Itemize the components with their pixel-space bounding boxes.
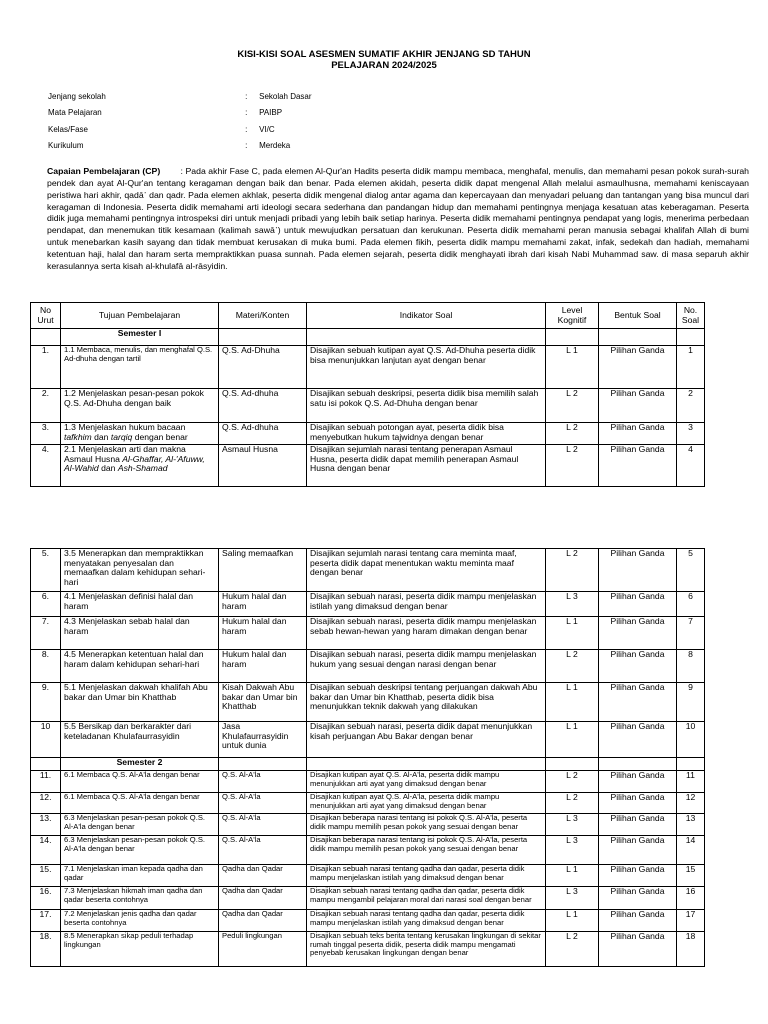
- cell-level: L 2: [546, 650, 599, 683]
- tujuan-term: tarqiq: [110, 431, 133, 442]
- cell-tujuan: 6.1 Membaca Q.S. Al-A'la dengan benar: [61, 793, 219, 814]
- tujuan-term: Al-Ghaffar, Al-'Afuww, Al-Wahid: [64, 453, 205, 474]
- meta-separator: :: [245, 123, 248, 134]
- cell-bentuk: Pilihan Ganda: [599, 814, 677, 836]
- cell-tujuan: 6.3 Menjelaskan pesan-pesan pokok Q.S. Al-A'la dengan benar: [61, 814, 219, 836]
- cell-level: L 2: [546, 389, 599, 423]
- cell-nosoal: 2: [677, 389, 705, 423]
- cell-indikator: Disajikan sebuah narasi, peserta didik dapat menunjukkan kisah perjuangan Abu Bakar dengan benar: [307, 722, 546, 758]
- cell-materi: Q.S. Ad-Dhuha: [219, 346, 307, 389]
- table-body-a: [31, 549, 705, 758]
- cell-bentuk: Pilihan Ganda: [599, 346, 677, 389]
- cell-materi: Peduli lingkungan: [219, 932, 307, 967]
- table-row: [31, 592, 705, 617]
- cell-tujuan: 5.1 Menjelaskan dakwah khalifah Abu bakar dan Umar bin Khatthab: [61, 683, 219, 722]
- meta-row: [48, 124, 312, 140]
- table-header-row: [31, 303, 705, 329]
- cell-materi: Q.S. Ad-dhuha: [219, 389, 307, 423]
- cell-bentuk: Pilihan Ganda: [599, 592, 677, 617]
- cell-level: L 2: [546, 423, 599, 445]
- cell-nosoal: 18: [677, 932, 705, 967]
- meta-value: PAIBP: [259, 107, 283, 118]
- capaian-pembelajaran: [47, 166, 749, 273]
- cell-bentuk: Pilihan Ganda: [599, 445, 677, 487]
- table-row: [31, 932, 705, 967]
- cell-level: L 2: [546, 932, 599, 967]
- cell-no: 7.: [31, 617, 61, 650]
- cell-indikator: Disajikan sebuah deskripsi, peserta didik bisa memilih salah satu isi pokok Q.S. Ad-Dhuha dengan benar: [307, 389, 546, 423]
- cell-tujuan: [61, 445, 219, 487]
- cell-tujuan: 4.1 Menjelaskan definisi halal dan haram: [61, 592, 219, 617]
- cell-indikator: Disajikan beberapa narasi tentang isi pokok Q.S. Al-A'la, peserta didik mampu memilih pesan pokok yang sesuai dengan benar: [307, 836, 546, 865]
- cell-no: 14.: [31, 836, 61, 865]
- meta-value: Sekolah Dasar: [259, 91, 312, 101]
- cell-materi: Hukum halal dan haram: [219, 592, 307, 617]
- kisi-table-part1: [30, 302, 705, 487]
- cell-level: L 3: [546, 814, 599, 836]
- cell-level: L 2: [546, 549, 599, 592]
- cell-indikator: Disajikan sebuah narasi tentang qadha dan qadar, peserta didik mampu menjelaskan istilah yang dimaksud dengan benar: [307, 865, 546, 887]
- cell-bentuk: Pilihan Ganda: [599, 771, 677, 793]
- header-tujuan: Tujuan Pembelajaran: [61, 303, 219, 329]
- cell-indikator: Disajikan beberapa narasi tentang isi pokok Q.S. Al-A'la, peserta didik mampu memilih pesan pokok yang sesuai dengan benar: [307, 814, 546, 836]
- table-row: [31, 887, 705, 910]
- cell-tujuan: 1.1 Membaca, menulis, dan menghafal Q.S. Ad-dhuha dengan tartil: [61, 346, 219, 389]
- cp-label: Capaian Pembelajaran (CP): [47, 166, 161, 176]
- cell-bentuk: Pilihan Ganda: [599, 932, 677, 967]
- cell-bentuk: Pilihan Ganda: [599, 423, 677, 445]
- cell-level: L 1: [546, 683, 599, 722]
- cell-no: 11.: [31, 771, 61, 793]
- cell-bentuk: Pilihan Ganda: [599, 793, 677, 814]
- cell-tujuan: 7.3 Menjelaskan hikmah iman qadha dan qadar beserta contohnya: [61, 887, 219, 910]
- semester-row: [31, 329, 705, 346]
- cell-level: L 1: [546, 346, 599, 389]
- cell-no: 3.: [31, 423, 61, 445]
- cell-no: 17.: [31, 910, 61, 932]
- meta-separator: :: [245, 139, 248, 150]
- meta-separator: :: [245, 91, 248, 101]
- cell-nosoal: 13: [677, 814, 705, 836]
- meta-row: [48, 140, 312, 156]
- cell-tujuan: 7.1 Menjelaskan iman kepada qadha dan qadar: [61, 865, 219, 887]
- cell-level: L 1: [546, 617, 599, 650]
- table-row: [31, 771, 705, 793]
- cell-indikator: Disajikan sebuah narasi, peserta didik mampu menjelaskan istilah yang dimaksud dengan benar: [307, 592, 546, 617]
- table-row: [31, 683, 705, 722]
- cell-materi: Saling memaafkan: [219, 549, 307, 592]
- header-bentuk: Bentuk Soal: [599, 303, 677, 329]
- semester-label: Semester I: [61, 329, 219, 346]
- cell-nosoal: 4: [677, 445, 705, 487]
- cell-no: 5.: [31, 549, 61, 592]
- cell-indikator: Disajikan sebuah kutipan ayat Q.S. Ad-Dhuha peserta didik bisa menunjukkan lanjutan ayat dengan benar: [307, 346, 546, 389]
- table-row: [31, 722, 705, 758]
- cell-indikator: Disajikan sebuah narasi, peserta didik mampu menjelaskan hukum yang sesuai dengan narasi dengan benar: [307, 650, 546, 683]
- header-no: No Urut: [31, 303, 61, 329]
- cell-nosoal: 17: [677, 910, 705, 932]
- tujuan-text: dan: [98, 463, 118, 474]
- semester-label: Semester 2: [61, 758, 219, 771]
- cell-level: L 2: [546, 771, 599, 793]
- tujuan-text: 1.3 Menjelaskan hukum bacaan: [64, 422, 186, 432]
- table-row: [31, 617, 705, 650]
- cell-materi: Jasa Khulafaurrasyidin untuk dunia: [219, 722, 307, 758]
- tujuan-term: Ash-Shamad: [117, 463, 168, 474]
- cell-no: 12.: [31, 793, 61, 814]
- cell-nosoal: 6: [677, 592, 705, 617]
- cell-materi: Asmaul Husna: [219, 445, 307, 487]
- meta-value: Merdeka: [259, 139, 291, 150]
- meta-label: Mata Pelajaran: [48, 107, 102, 118]
- cell-tujuan: 8.5 Menerapkan sikap peduli terhadap lingkungan: [61, 932, 219, 967]
- doc-title-line1: KISI-KISI SOAL ASESMEN SUMATIF AKHIR JENJANG SD TAHUN: [237, 49, 531, 60]
- cell-materi: Kisah Dakwah Abu bakar dan Umar bin Khatthab: [219, 683, 307, 722]
- cell-tujuan: 1.2 Menjelaskan pesan-pesan pokok Q.S. Ad-Dhuha dengan baik: [61, 389, 219, 423]
- table-row: [31, 910, 705, 932]
- cell-nosoal: 10: [677, 722, 705, 758]
- cell-level: L 1: [546, 865, 599, 887]
- table-row: [31, 346, 705, 389]
- meta-label: Kelas/Fase: [48, 123, 88, 134]
- cell-level: L 3: [546, 592, 599, 617]
- cell-bentuk: Pilihan Ganda: [599, 683, 677, 722]
- cell-nosoal: 8: [677, 650, 705, 683]
- cell-indikator: Disajikan sebuah narasi tentang qadha dan qadar, peserta didik mampu mengambil pelajaran moral dari narasi soal dengan benar: [307, 887, 546, 910]
- table-row: [31, 865, 705, 887]
- cell-indikator: Disajikan sebuah deskripsi tentang perjuangan dakwah Abu bakar dan Umar bin Khatthab, peserta didik bisa menunjukkan teknik dakwah yang dilakukan: [307, 683, 546, 722]
- cell-tujuan: [61, 423, 219, 445]
- cell-indikator: Disajikan kutipan ayat Q.S. Al-A'la, peserta didik mampu menunjukkan arti ayat yang dimaksud dengan benar: [307, 771, 546, 793]
- cell-materi: Q.S. Al-A'la: [219, 814, 307, 836]
- cell-bentuk: Pilihan Ganda: [599, 549, 677, 592]
- cell-no: 15.: [31, 865, 61, 887]
- cell-nosoal: 7: [677, 617, 705, 650]
- cell-bentuk: Pilihan Ganda: [599, 722, 677, 758]
- table-row: [31, 836, 705, 865]
- table-body-b: [31, 771, 705, 967]
- table-row: [31, 423, 705, 445]
- cell-nosoal: 14: [677, 836, 705, 865]
- cell-bentuk: Pilihan Ganda: [599, 650, 677, 683]
- cell-indikator: Disajikan sebuah narasi tentang qadha dan qadar, peserta didik mampu menjelaskan istilah yang dimaksud dengan benar: [307, 910, 546, 932]
- tujuan-text: dengan benar: [132, 431, 188, 442]
- meta-separator: :: [245, 107, 248, 118]
- table-row: [31, 389, 705, 423]
- cell-indikator: Disajikan sebuah narasi, peserta didik mampu menjelaskan sebab hewan-hewan yang haram dimakan dengan benar: [307, 617, 546, 650]
- cell-indikator: Disajikan sebuah teks berita tentang kerusakan lingkungan di sekitar rumah tinggal peserta didik, peserta didik mampu mengamati penyebab kerusakan lingkungan dengan benar: [307, 932, 546, 967]
- cell-nosoal: 12: [677, 793, 705, 814]
- cell-level: L 1: [546, 910, 599, 932]
- cell-tujuan: 6.3 Menjelaskan pesan-pesan pokok Q.S. Al-A'la dengan benar: [61, 836, 219, 865]
- cell-indikator: Disajikan sejumlah narasi tentang cara meminta maaf, peserta didik dapat menentukan waktu meminta maaf dengan benar: [307, 549, 546, 592]
- cell-level: L 2: [546, 445, 599, 487]
- meta-row: [48, 107, 312, 123]
- cp-text: : Pada akhir Fase C, pada elemen Al-Qur'an Hadits peserta didik mampu membaca, menghafal, menulis, dan memahami pesan pokok surah-surah pendek dan ayat Al-Qur'an tentang keragaman dengan baik dan benar. Pada elemen akidah, peserta didik dapat mengenal Allah melalui asmaulhusna, memahami keniscayaan peristiwa hari akhir, qadā᾽ dan qadr. Pada elemen akhlak, peserta didik mengenal dialog antar agama dan kepercayaan dan menyadari peluang dan tantangan yang bisa muncul dari keragaman di Indonesia. Peserta didik memahami arti ideologi secara sederhana dan pandangan hidup dan memahami pentingnya menjaga kesatuan atas keberagaman. Peserta didik juga memahami pentingnya introspeksi diri untuk menjadi pribadi yang lebih baik setiap harinya. Peserta didik memahami pentingnya pendapat yang logis, menerima perbedaan pendapat, dan menemukan titik kesamaan (kalimah sawā᾽) untuk mewujudkan persatuan dan kerukunan. Peserta didik memahami peran manusia sebagai khalifah Allah di bumi untuk menebarkan kasih sayang dan tidak membuat kerusakan di muka bumi. Pada elemen fikih, peserta didik mampu memahami zakat, infak, sedekah dan hadiah, memahami ketentuan haji, halal dan haram serta mempraktikkan puasa sunnah. Pada elemen sejarah, peserta didik menghayati ibrah dari kisah Nabi Muhammad saw. di masa separuh akhir kerasulannya serta kisah al-khulafā al-rāsyidin.: [47, 166, 750, 271]
- meta-label: Kurikulum: [48, 139, 84, 150]
- doc-title-line2: PELAJARAN 2024/2025: [331, 60, 437, 71]
- cell-no: 8.: [31, 650, 61, 683]
- cell-materi: Q.S. Al-A'la: [219, 836, 307, 865]
- cell-materi: Q.S. Ad-dhuha: [219, 423, 307, 445]
- cell-materi: Hukum halal dan haram: [219, 617, 307, 650]
- header-level: Level Kognitif: [546, 303, 599, 329]
- cell-bentuk: Pilihan Ganda: [599, 389, 677, 423]
- cell-indikator: Disajikan sebuah potongan ayat, peserta didik bisa menyebutkan hukum tajwidnya dengan benar: [307, 423, 546, 445]
- semester-row: [31, 758, 705, 771]
- cell-level: L 2: [546, 793, 599, 814]
- cell-level: L 1: [546, 722, 599, 758]
- table-row: [31, 793, 705, 814]
- header-materi: Materi/Konten: [219, 303, 307, 329]
- cell-tujuan: 4.3 Menjelaskan sebab halal dan haram: [61, 617, 219, 650]
- cell-level: L 3: [546, 836, 599, 865]
- cell-tujuan: 7.2 Menjelaskan jenis qadha dan qadar beserta contohnya: [61, 910, 219, 932]
- cell-nosoal: 15: [677, 865, 705, 887]
- tujuan-text: 2.1 Menjelaskan arti dan makna Asmaul Husna: [64, 444, 186, 464]
- cell-no: 18.: [31, 932, 61, 967]
- cell-materi: Qadha dan Qadar: [219, 887, 307, 910]
- cell-no: 4.: [31, 445, 61, 487]
- cell-materi: Hukum halal dan haram: [219, 650, 307, 683]
- cell-indikator: Disajikan kutipan ayat Q.S. Al-A'la, peserta didik mampu menunjukkan arti ayat yang dimaksud dengan benar: [307, 793, 546, 814]
- table-row: [31, 445, 705, 487]
- table-row: [31, 650, 705, 683]
- cell-materi: Q.S. Al-A'la: [219, 793, 307, 814]
- header-indikator: Indikator Soal: [307, 303, 546, 329]
- cell-bentuk: Pilihan Ganda: [599, 910, 677, 932]
- cell-materi: Qadha dan Qadar: [219, 865, 307, 887]
- cell-bentuk: Pilihan Ganda: [599, 836, 677, 865]
- cell-indikator: Disajikan sejumlah narasi tentang penerapan Asmaul Husna, peserta didik dapat memilih penerapan Asmaul Husna dengan benar: [307, 445, 546, 487]
- cell-level: L 3: [546, 887, 599, 910]
- cell-no: 10: [31, 722, 61, 758]
- table-row: [31, 814, 705, 836]
- cell-nosoal: 5: [677, 549, 705, 592]
- meta-row: [48, 91, 312, 107]
- cell-tujuan: 5.5 Bersikap dan berkarakter dari keteladanan Khulafaurrasyidin: [61, 722, 219, 758]
- cell-tujuan: 3.5 Menerapkan dan mempraktikkan menyatakan penyesalan dan memaafkan dalam kehidupan sehari-hari: [61, 549, 219, 592]
- cell-no: 16.: [31, 887, 61, 910]
- tujuan-term: tafkhim: [64, 431, 92, 442]
- cell-bentuk: Pilihan Ganda: [599, 865, 677, 887]
- table-row: [31, 549, 705, 592]
- kisi-table-part2: [30, 548, 705, 967]
- meta-block: [48, 91, 331, 156]
- meta-label: Jenjang sekolah: [48, 91, 106, 101]
- cell-tujuan: 6.1 Membaca Q.S. Al-A'la dengan benar: [61, 771, 219, 793]
- cell-nosoal: 16: [677, 887, 705, 910]
- cell-nosoal: 3: [677, 423, 705, 445]
- cell-nosoal: 1: [677, 346, 705, 389]
- cell-no: 2.: [31, 389, 61, 423]
- cell-no: 1.: [31, 346, 61, 389]
- cell-no: 13.: [31, 814, 61, 836]
- cell-nosoal: 11: [677, 771, 705, 793]
- cell-no: 6.: [31, 592, 61, 617]
- cell-bentuk: Pilihan Ganda: [599, 887, 677, 910]
- cell-nosoal: 9: [677, 683, 705, 722]
- cell-tujuan: 4.5 Menerapkan ketentuan halal dan haram dalam kehidupan sehari-hari: [61, 650, 219, 683]
- cell-materi: Q.S. Al-A'la: [219, 771, 307, 793]
- cell-bentuk: Pilihan Ganda: [599, 617, 677, 650]
- header-nosoal: No. Soal: [677, 303, 705, 329]
- cell-materi: Qadha dan Qadar: [219, 910, 307, 932]
- tujuan-text: dan: [91, 431, 111, 442]
- cell-no: 9.: [31, 683, 61, 722]
- meta-value: VI/C: [259, 123, 275, 134]
